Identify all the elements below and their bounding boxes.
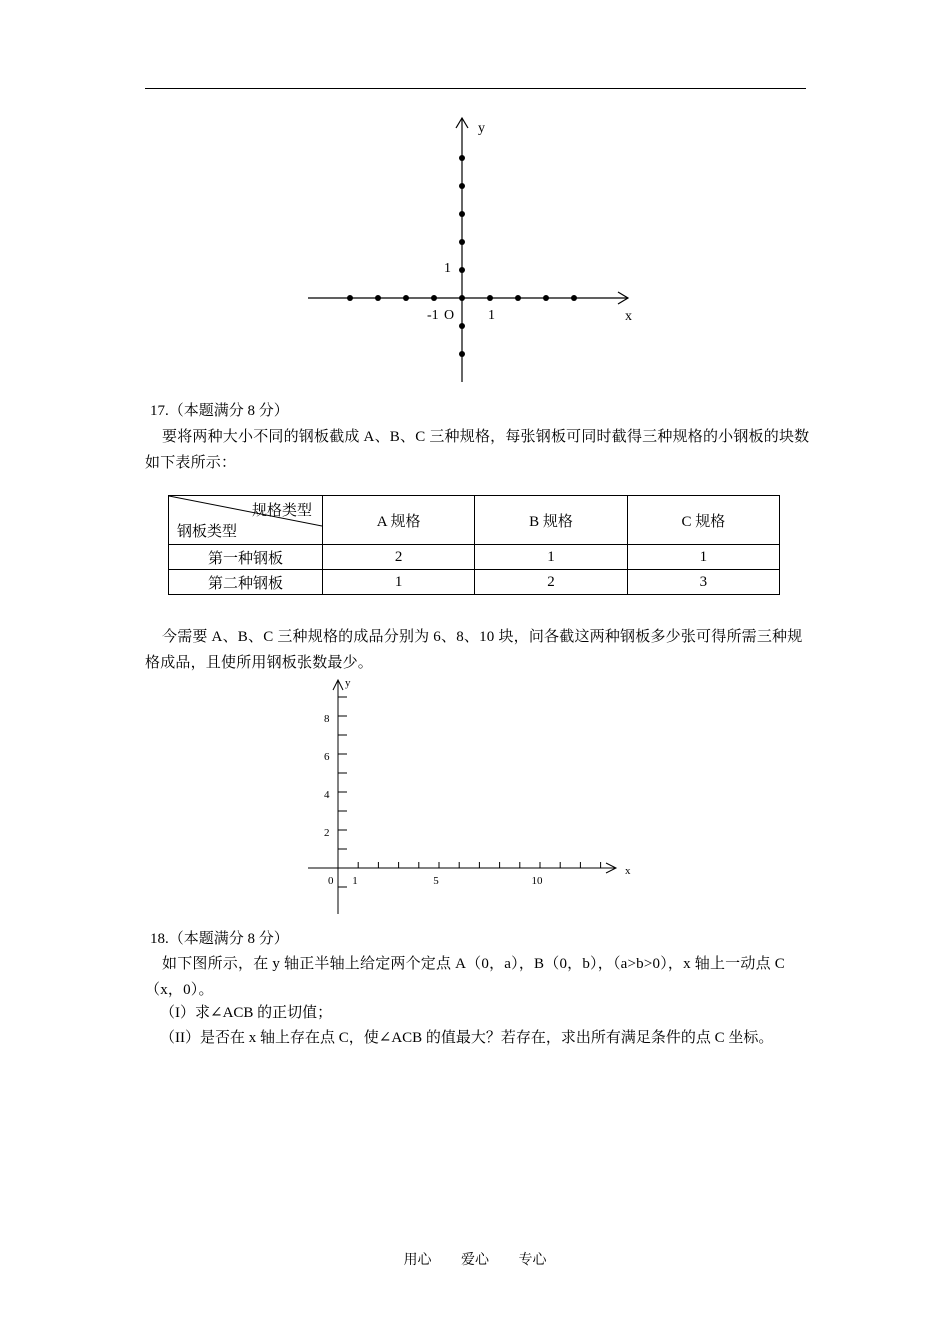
col-header-b: B 规格: [475, 496, 627, 545]
fig2-x-label: x: [625, 865, 631, 877]
fig2-y-tick-4: 4: [324, 789, 330, 801]
cell-value: 2: [323, 545, 475, 570]
cell-value: 1: [323, 570, 475, 595]
lattice-point: [459, 351, 465, 357]
lattice-point: [459, 155, 465, 161]
q18-heading: 18.（本题满分 8 分）: [150, 931, 289, 947]
lattice-point: [403, 295, 409, 301]
fig2-x-tick-10: 10: [531, 875, 543, 887]
table-corner-cell: [169, 496, 323, 545]
lattice-point: [571, 295, 577, 301]
lattice-point: [431, 295, 437, 301]
cell-value: 1: [475, 545, 627, 570]
q17-question: 今需要 A、B、C 三种规格的成品分别为 6、8、10 块，问各截这两种钢板多少张可得所需三种规格成品，且使所用钢板张数最少。: [145, 629, 803, 671]
col-header-a: A 规格: [323, 496, 475, 545]
lattice-point: [543, 295, 549, 301]
lattice-point: [459, 267, 465, 273]
col-header-c: C 规格: [627, 496, 779, 545]
page-footer: [0, 1249, 950, 1269]
steel-spec-table: [168, 495, 780, 595]
figure-axes-points: [300, 110, 645, 390]
fig1-neg-one: -1: [427, 308, 439, 323]
fig2-x-tick-1: 1: [352, 875, 358, 887]
fig1-x-label: x: [625, 309, 632, 324]
lattice-point: [375, 295, 381, 301]
fig2-y-label: y: [345, 677, 351, 689]
fig2-x-tick-5: 5: [433, 875, 439, 887]
q18-part2: （II）是否在 x 轴上存在点 C，使∠ACB 的值最大？若存在，求出所有满足条件的点 C 坐标。: [160, 1030, 774, 1046]
fig2-y-tick-2: 2: [324, 827, 330, 839]
footer-word: 用心: [403, 1253, 432, 1268]
row-label: 第二种钢板: [169, 570, 323, 595]
fig1-y-label: y: [478, 121, 485, 136]
footer-word: 爱心: [461, 1253, 489, 1268]
fig2-origin: 0: [328, 875, 334, 887]
lattice-point: [459, 239, 465, 245]
footer-word: 专心: [518, 1253, 547, 1268]
lattice-point: [459, 295, 465, 301]
q17-intro: 要将两种大小不同的钢板截成 A、B、C 三种规格，每张钢板可同时截得三种规格的小钢板的块数如下表所示：: [145, 429, 810, 471]
q18-intro: 如下图所示，在 y 轴正半轴上给定两个定点 A（0，a），B（0，b），（a>b>0），x 轴上一动点 C（x，0）。: [145, 956, 785, 998]
header-rule: [145, 88, 806, 89]
table-row: [169, 545, 780, 570]
lattice-point: [347, 295, 353, 301]
lattice-point: [459, 211, 465, 217]
q17-heading: 17.（本题满分 8 分）: [150, 403, 289, 419]
corner-spec-type: 规格类型: [251, 503, 312, 519]
fig1-x-one: 1: [488, 308, 495, 323]
row-label: 第一种钢板: [169, 545, 323, 570]
lattice-point: [487, 295, 493, 301]
fig1-y-one: 1: [444, 261, 451, 276]
fig2-y-tick-8: 8: [324, 713, 330, 725]
fig2-y-tick-6: 6: [324, 751, 330, 763]
figure-blank-axes: [300, 672, 645, 920]
lattice-point: [459, 323, 465, 329]
cell-value: 3: [627, 570, 779, 595]
cell-value: 1: [627, 545, 779, 570]
fig1-origin: O: [444, 308, 455, 323]
corner-steel-type: 钢板类型: [177, 524, 238, 540]
table-row: [169, 570, 780, 595]
cell-value: 2: [475, 570, 627, 595]
q18-part1: （I）求∠ACB 的正切值；: [160, 1005, 333, 1021]
lattice-point: [515, 295, 521, 301]
lattice-point: [459, 183, 465, 189]
